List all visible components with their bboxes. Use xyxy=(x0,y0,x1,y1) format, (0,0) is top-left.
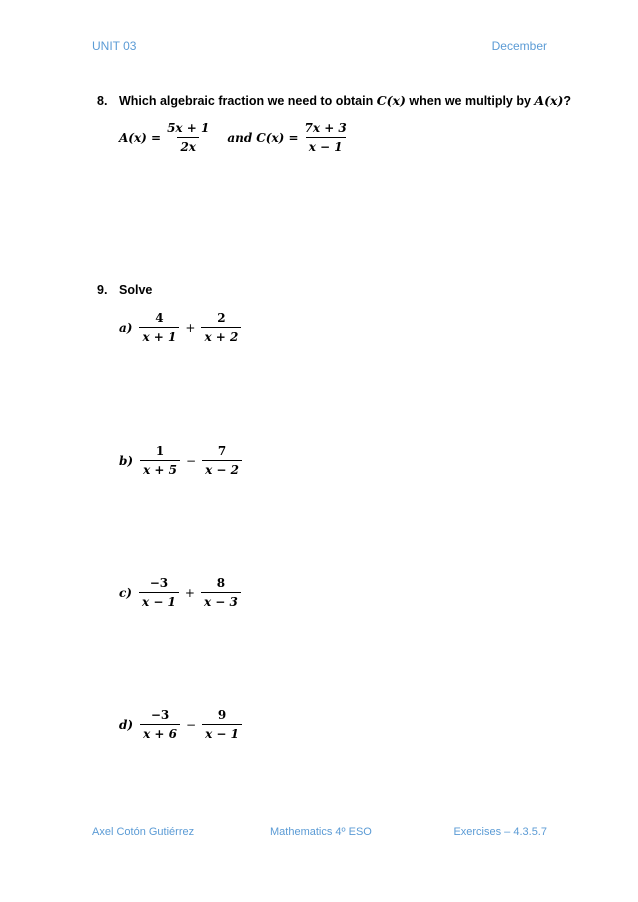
exercise-label: c) xyxy=(119,585,132,600)
denominator: x − 3 xyxy=(201,592,241,609)
exercise-a xyxy=(119,311,244,344)
denominator: x − 2 xyxy=(202,460,242,477)
fraction-right xyxy=(201,576,241,609)
denominator: x + 2 xyxy=(201,327,241,344)
c-fraction xyxy=(302,121,350,154)
fraction-left xyxy=(139,576,179,609)
question-8-text-end: ? xyxy=(563,94,572,108)
exercise-d xyxy=(119,708,245,741)
numerator: −3 xyxy=(149,576,169,590)
question-8-text-b: when we multiply by xyxy=(405,94,535,108)
exercise-c xyxy=(119,576,244,609)
exercise-b xyxy=(119,444,245,477)
operator: − xyxy=(186,717,197,732)
denominator: x − 1 xyxy=(202,724,242,741)
fraction-right xyxy=(202,708,242,741)
a-fraction xyxy=(164,121,212,154)
question-8-equation xyxy=(119,121,353,154)
question-8-number: 8. xyxy=(97,94,108,108)
question-9-number: 9. xyxy=(97,283,108,297)
a-lhs: A(x) = xyxy=(119,130,162,145)
c-lhs: C(x) = xyxy=(256,130,299,145)
header-unit: UNIT 03 xyxy=(92,39,137,53)
question-8-text-a: Which algebraic fraction we need to obtain xyxy=(119,94,377,108)
c-denominator: x − 1 xyxy=(306,137,346,154)
denominator: x − 1 xyxy=(139,592,179,609)
question-8-c-symbol: C(x) xyxy=(376,93,406,108)
fraction-right xyxy=(202,444,242,477)
denominator: x + 5 xyxy=(140,460,180,477)
exercise-label: a) xyxy=(119,320,133,335)
footer-author: Axel Cotón Gutiérrez xyxy=(92,826,195,838)
question-9-title xyxy=(97,283,152,297)
and-word: and xyxy=(227,130,253,145)
fraction-right xyxy=(201,311,241,344)
numerator: 8 xyxy=(216,576,226,590)
numerator: 2 xyxy=(217,311,226,325)
a-denominator: 2x xyxy=(177,137,199,154)
question-8-title xyxy=(97,93,571,108)
numerator: 7 xyxy=(217,444,227,458)
footer-exercises: Exercises – 4.3.5.7 xyxy=(453,826,547,838)
operator: − xyxy=(186,453,197,468)
numerator: −3 xyxy=(150,708,170,722)
denominator: x + 6 xyxy=(140,724,180,741)
operator: + xyxy=(185,320,196,335)
numerator: 9 xyxy=(217,708,227,722)
footer-course: Mathematics 4º ESO xyxy=(270,826,372,838)
question-8-a-symbol: A(x) xyxy=(534,93,564,108)
numerator: 1 xyxy=(155,444,165,458)
exercise-label: d) xyxy=(119,717,134,732)
numerator: 4 xyxy=(155,311,164,325)
fraction-left xyxy=(140,444,180,477)
a-numerator: 5x + 1 xyxy=(167,121,210,135)
fraction-left xyxy=(140,708,180,741)
fraction-left xyxy=(139,311,179,344)
exercise-label: b) xyxy=(119,453,134,468)
question-9-text: Solve xyxy=(119,283,153,297)
c-numerator: 7x + 3 xyxy=(304,121,347,135)
denominator: x + 1 xyxy=(139,327,179,344)
operator: + xyxy=(184,585,195,600)
header-month: December xyxy=(491,39,547,53)
